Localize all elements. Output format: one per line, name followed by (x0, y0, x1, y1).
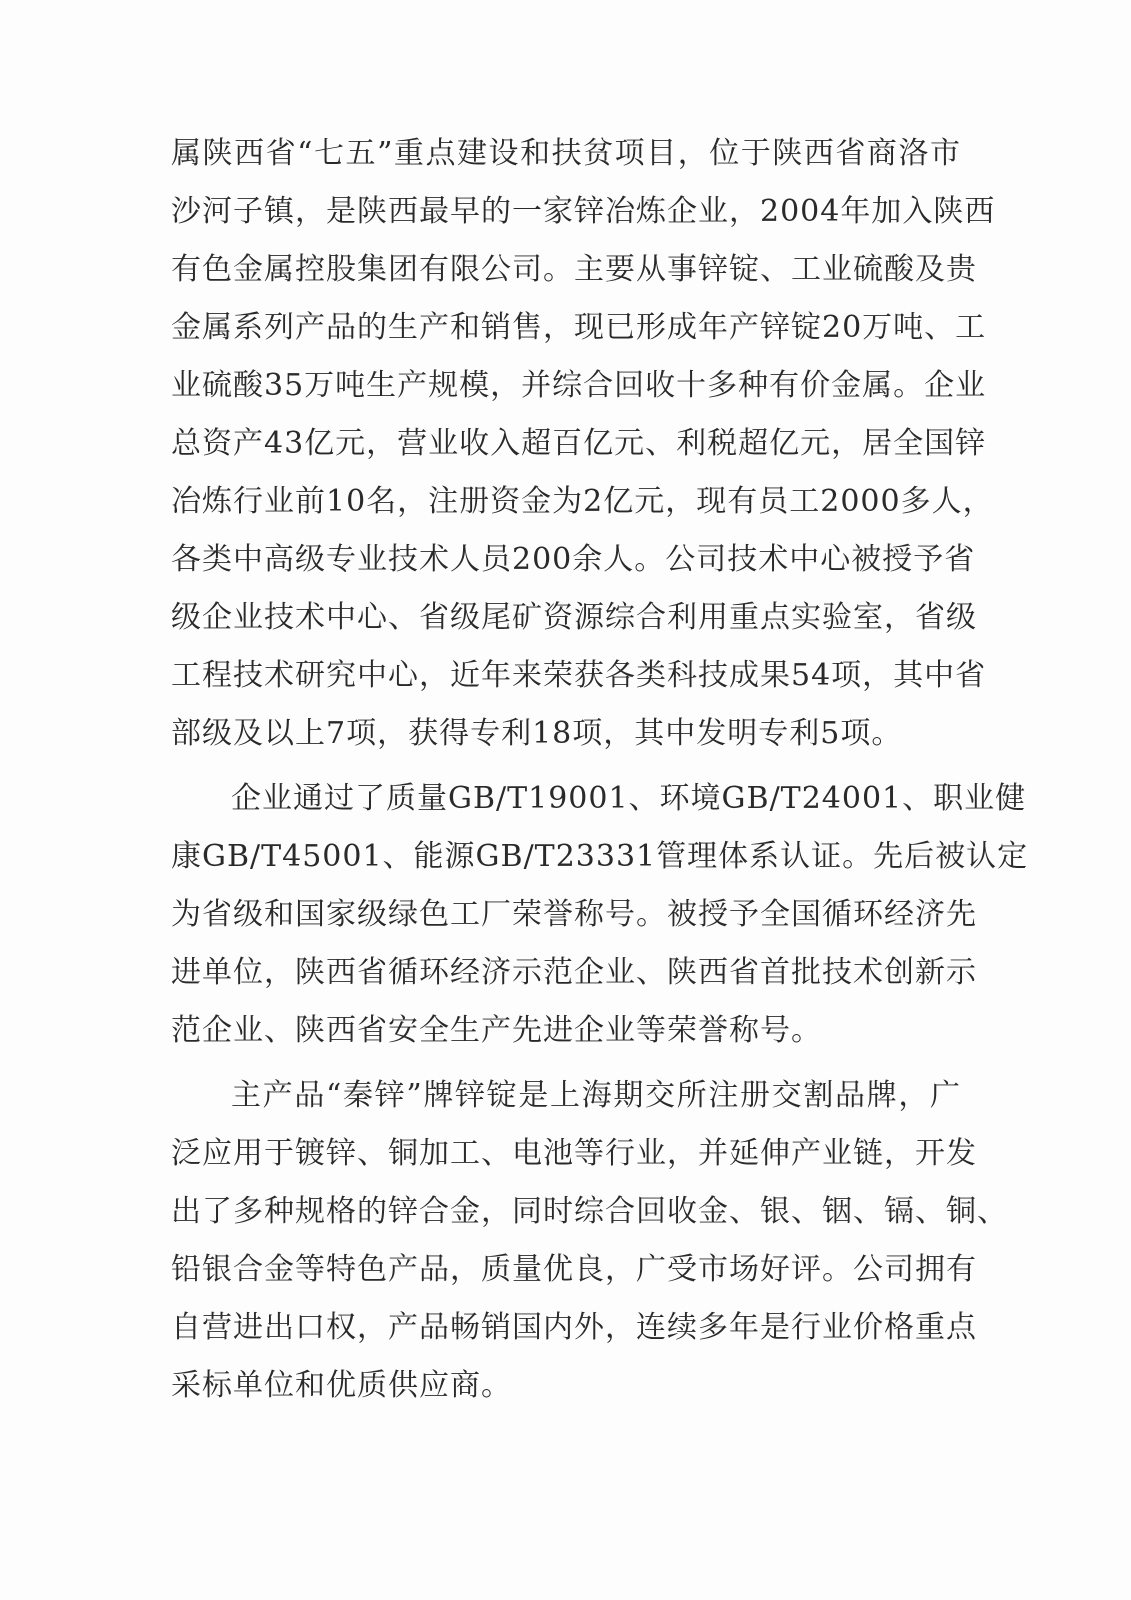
paragraph-gap (171, 763, 961, 770)
paragraph-3-line-5: 自营进出口权，产品畅销国内外，连续多年是行业价格重点 (171, 1310, 977, 1345)
paragraph-1-line-6: 总资产43亿元，营业收入超百亿元、利税超亿元，居全国锌 (171, 426, 987, 461)
paragraph-1-line-3: 有色金属控股集团有限公司。主要从事锌锭、工业硫酸及贵 (171, 252, 977, 287)
paragraph-1-line-10: 工程技术研究中心，近年来荣获各类科技成果54项，其中省 (171, 658, 987, 693)
paragraph-2-line-5: 范企业、陕西省安全生产先进企业等荣誉称号。 (171, 1013, 822, 1048)
paragraph-2-line-1: 企业通过了质量GB/T19001、环境GB/T24001、职业健 (231, 781, 1027, 816)
paragraph-1-line-4: 金属系列产品的生产和销售，现已形成年产锌锭20万吨、工 (171, 310, 987, 345)
paragraph-gap (171, 1060, 961, 1067)
paragraph-1-line-5: 业硫酸35万吨生产规模，并综合回收十多种有价金属。企业 (171, 368, 987, 403)
paragraph-1-line-7: 冶炼行业前10名，注册资金为2亿元，现有员工2000多人， (171, 484, 994, 519)
paragraph-1-line-11: 部级及以上7项，获得专利18项，其中发明专利5项。 (171, 716, 903, 751)
paragraph-1-line-8: 各类中高级专业技术人员200余人。公司技术中心被授予省 (171, 542, 976, 577)
paragraph-2-line-4: 进单位，陕西省循环经济示范企业、陕西省首批技术创新示 (171, 955, 977, 990)
paragraph-2-line-2: 康GB/T45001、能源GB/T23331管理体系认证。先后被认定 (171, 839, 1029, 874)
document-body (171, 125, 1029, 1415)
paragraph-2-line-3: 为省级和国家级绿色工厂荣誉称号。被授予全国循环经济先 (171, 897, 977, 932)
paragraph-1-line-9: 级企业技术中心、省级尾矿资源综合利用重点实验室，省级 (171, 600, 977, 635)
paragraph-1-line-1: 属陕西省“七五”重点建设和扶贫项目，位于陕西省商洛市 (171, 136, 961, 171)
paragraph-3-line-2: 泛应用于镀锌、铜加工、电池等行业，并延伸产业链，开发 (171, 1136, 977, 1171)
paragraph-3-line-1: 主产品“秦锌”牌锌锭是上海期交所注册交割品牌，广 (231, 1078, 961, 1113)
paragraph-3-line-6: 采标单位和优质供应商。 (171, 1368, 512, 1403)
paragraph-3-line-3: 出了多种规格的锌合金，同时综合回收金、银、铟、镉、铜、 (171, 1194, 1008, 1229)
paragraph-3-line-4: 铅银合金等特色产品，质量优良，广受市场好评。公司拥有 (171, 1252, 977, 1287)
paragraph-1-line-2: 沙河子镇，是陕西最早的一家锌冶炼企业，2004年加入陕西 (171, 194, 996, 229)
